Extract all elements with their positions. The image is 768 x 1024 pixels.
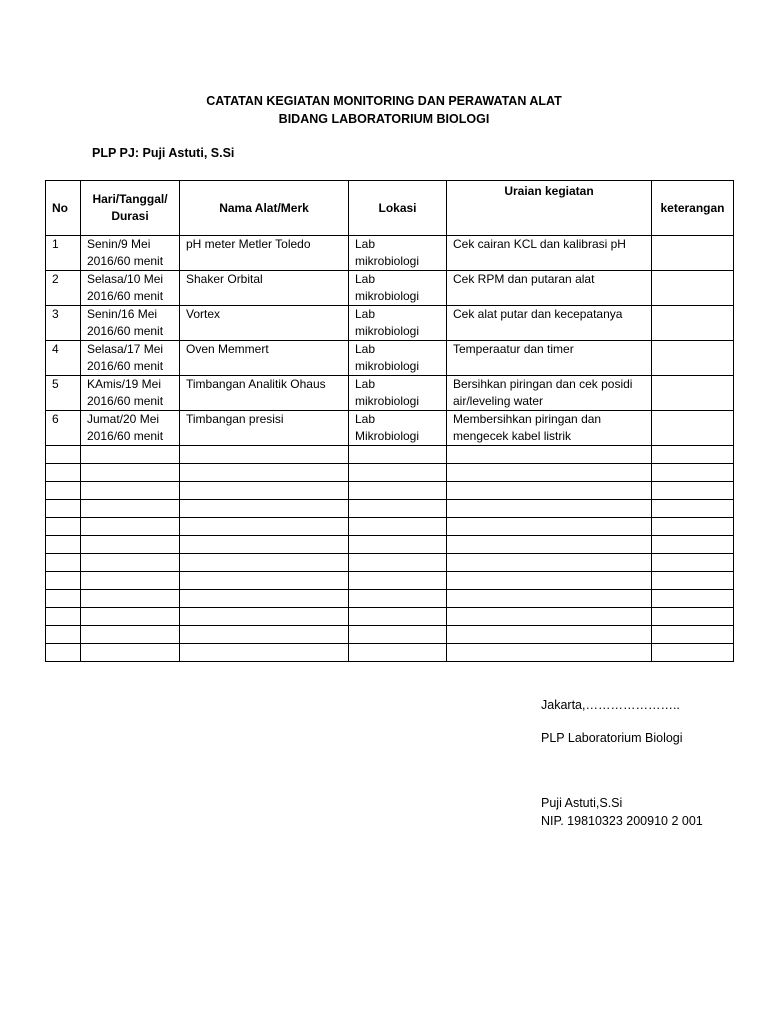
cell-uraian-line2: air/leveling water	[453, 394, 544, 408]
cell-lokasi	[349, 341, 447, 376]
cell-uraian	[447, 236, 652, 271]
cell-keterangan	[652, 341, 734, 376]
cell-lokasi-line1: Lab	[355, 342, 376, 356]
activity-log-table	[45, 180, 734, 662]
cell-hari-line2: 2016/60 menit	[87, 324, 164, 338]
cell-no: 2	[46, 271, 81, 306]
cell-hari-line1: Selasa/17 Mei	[87, 342, 164, 356]
cell-uraian	[447, 306, 652, 341]
cell-keterangan	[652, 271, 734, 306]
document-title: CATATAN KEGIATAN MONITORING DAN PERAWATAN ALAT	[206, 94, 562, 108]
cell-uraian-line1: Cek cairan KCL dan kalibrasi pH	[453, 237, 626, 251]
empty-row	[46, 464, 734, 482]
table-row	[46, 306, 734, 341]
cell-no: 1	[46, 236, 81, 271]
cell-uraian-line1: Temperaatur dan timer	[453, 342, 574, 356]
table-row	[46, 236, 734, 271]
cell-hari	[81, 341, 180, 376]
empty-row	[46, 446, 734, 464]
cell-no: 4	[46, 341, 81, 376]
cell-nama-alat: Timbangan presisi	[180, 411, 349, 446]
cell-hari	[81, 411, 180, 446]
cell-uraian-line1: Bersihkan piringan dan cek posidi	[453, 377, 633, 391]
cell-hari-line2: 2016/60 menit	[87, 254, 164, 268]
empty-row	[46, 482, 734, 500]
table-row	[46, 376, 734, 411]
header-keterangan: keterangan	[652, 181, 734, 236]
cell-hari	[81, 236, 180, 271]
header-hari	[81, 181, 180, 236]
header-hari-line1: Hari/Tanggal/	[92, 192, 168, 206]
cell-lokasi-line2: Mikrobiologi	[355, 429, 420, 443]
cell-lokasi-line1: Lab	[355, 237, 376, 251]
signature-nip: NIP. 19810323 200910 2 001	[541, 814, 703, 828]
empty-row	[46, 590, 734, 608]
empty-row	[46, 608, 734, 626]
signature-role: PLP Laboratorium Biologi	[541, 731, 683, 745]
empty-row	[46, 644, 734, 662]
cell-hari-line1: Jumat/20 Mei	[87, 412, 160, 426]
empty-row	[46, 626, 734, 644]
empty-row	[46, 518, 734, 536]
header-lokasi: Lokasi	[349, 181, 447, 236]
cell-uraian	[447, 376, 652, 411]
cell-lokasi	[349, 411, 447, 446]
cell-nama-alat: Shaker Orbital	[180, 271, 349, 306]
table-row	[46, 271, 734, 306]
empty-row	[46, 500, 734, 518]
signature-place-date: Jakarta,…………………..	[541, 698, 680, 712]
cell-no: 5	[46, 376, 81, 411]
cell-keterangan	[652, 236, 734, 271]
cell-uraian-line1: Cek RPM dan putaran alat	[453, 272, 595, 286]
empty-row	[46, 536, 734, 554]
cell-keterangan	[652, 411, 734, 446]
cell-hari-line1: Senin/9 Mei	[87, 237, 151, 251]
cell-nama-alat: Timbangan Analitik Ohaus	[180, 376, 349, 411]
cell-hari	[81, 306, 180, 341]
cell-uraian	[447, 411, 652, 446]
cell-lokasi-line1: Lab	[355, 272, 376, 286]
cell-hari-line1: Senin/16 Mei	[87, 307, 158, 321]
cell-nama-alat: Oven Memmert	[180, 341, 349, 376]
cell-hari-line2: 2016/60 menit	[87, 359, 164, 373]
cell-lokasi	[349, 271, 447, 306]
empty-row	[46, 554, 734, 572]
cell-lokasi-line1: Lab	[355, 377, 376, 391]
document-subtitle: BIDANG LABORATORIUM BIOLOGI	[278, 112, 490, 126]
signature-name: Puji Astuti,S.Si	[541, 796, 623, 810]
header-nama-alat: Nama Alat/Merk	[180, 181, 349, 236]
header-uraian: Uraian kegiatan	[447, 181, 652, 236]
cell-hari-line2: 2016/60 menit	[87, 429, 164, 443]
cell-hari-line1: KAmis/19 Mei	[87, 377, 162, 391]
cell-lokasi-line1: Lab	[355, 307, 376, 321]
cell-nama-alat: pH meter Metler Toledo	[180, 236, 349, 271]
cell-hari-line2: 2016/60 menit	[87, 289, 164, 303]
cell-uraian	[447, 271, 652, 306]
cell-lokasi-line2: mikrobiologi	[355, 254, 420, 268]
cell-no: 6	[46, 411, 81, 446]
cell-uraian-line2: mengecek kabel listrik	[453, 429, 572, 443]
cell-lokasi-line1: Lab	[355, 412, 376, 426]
cell-hari-line2: 2016/60 menit	[87, 394, 164, 408]
cell-uraian-line1: Cek alat putar dan kecepatanya	[453, 307, 623, 321]
cell-nama-alat: Vortex	[180, 306, 349, 341]
cell-no: 3	[46, 306, 81, 341]
cell-lokasi-line2: mikrobiologi	[355, 324, 420, 338]
person-in-charge: PLP PJ: Puji Astuti, S.Si	[92, 146, 235, 160]
cell-keterangan	[652, 306, 734, 341]
cell-lokasi-line2: mikrobiologi	[355, 289, 420, 303]
header-hari-line2: Durasi	[111, 209, 149, 223]
table-row	[46, 411, 734, 446]
cell-lokasi	[349, 306, 447, 341]
cell-uraian	[447, 341, 652, 376]
empty-row	[46, 572, 734, 590]
table-row	[46, 341, 734, 376]
cell-lokasi	[349, 236, 447, 271]
cell-lokasi	[349, 376, 447, 411]
cell-hari	[81, 271, 180, 306]
cell-hari	[81, 376, 180, 411]
header-no: No	[46, 181, 81, 236]
cell-hari-line1: Selasa/10 Mei	[87, 272, 164, 286]
table-header-row	[46, 181, 734, 236]
cell-lokasi-line2: mikrobiologi	[355, 359, 420, 373]
cell-uraian-line1: Membersihkan piringan dan	[453, 412, 602, 426]
cell-keterangan	[652, 376, 734, 411]
cell-lokasi-line2: mikrobiologi	[355, 394, 420, 408]
